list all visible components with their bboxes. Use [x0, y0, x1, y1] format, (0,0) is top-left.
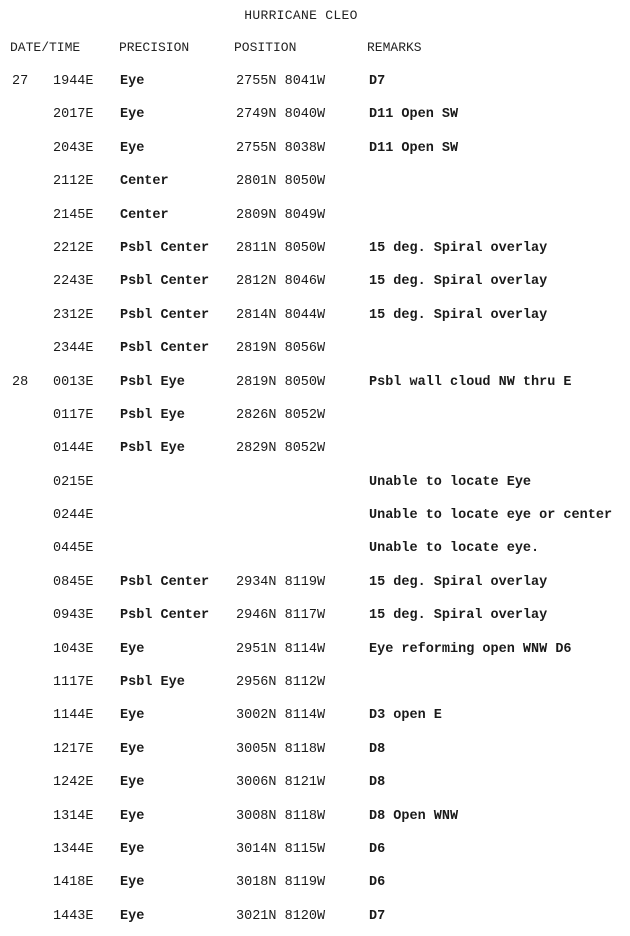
- table-row: [0, 435, 630, 468]
- table-row: [0, 369, 630, 402]
- cell-remarks: 15 deg. Spiral overlay: [369, 574, 548, 590]
- cell-time: 1443E: [53, 908, 94, 924]
- cell-remarks: Unable to locate Eye: [369, 474, 532, 490]
- cell-precision: Center: [120, 174, 169, 190]
- table-row: [0, 502, 630, 535]
- cell-precision: Psbl Eye: [120, 675, 185, 691]
- cell-remarks: D11 Open SW: [369, 140, 459, 156]
- cell-precision: Eye: [120, 107, 145, 123]
- cell-precision: Eye: [120, 841, 145, 857]
- table-row: [0, 335, 630, 368]
- cell-time: 1242E: [53, 775, 94, 791]
- table-row: [0, 769, 630, 802]
- cell-time: 0215E: [53, 474, 94, 490]
- cell-remarks: 15 deg. Spiral overlay: [369, 274, 548, 290]
- table-row: [0, 803, 630, 836]
- cell-position: 2819N 8056W: [236, 341, 326, 357]
- table-row: [0, 68, 630, 101]
- cell-precision: Psbl Center: [120, 307, 210, 323]
- table-row: [0, 168, 630, 201]
- cell-time: 2112E: [53, 174, 94, 190]
- cell-position: 2755N 8041W: [236, 74, 326, 89]
- cell-precision: Eye: [120, 741, 145, 757]
- observation-table: [0, 68, 630, 936]
- cell-date: 27: [12, 74, 29, 89]
- cell-time: 0445E: [53, 541, 94, 557]
- cell-time: 1944E: [53, 74, 94, 89]
- table-row: [0, 302, 630, 335]
- cell-position: 2956N 8112W: [236, 675, 326, 691]
- cell-precision: Eye: [120, 775, 145, 791]
- cell-time: 2212E: [53, 240, 94, 256]
- table-row: [0, 101, 630, 134]
- cell-precision: Eye: [120, 808, 145, 824]
- table-row: [0, 602, 630, 635]
- cell-precision: Psbl Eye: [120, 441, 185, 457]
- cell-position: 3014N 8115W: [236, 841, 326, 857]
- cell-time: 1344E: [53, 841, 94, 857]
- cell-time: 2312E: [53, 307, 94, 323]
- cell-time: 1117E: [53, 675, 94, 691]
- cell-precision: Eye: [120, 140, 145, 156]
- cell-remarks: Eye reforming open WNW D6: [369, 641, 572, 657]
- cell-time: 1217E: [53, 741, 94, 757]
- cell-time: 2243E: [53, 274, 94, 290]
- cell-remarks: D8: [369, 741, 386, 757]
- cell-time: 1314E: [53, 808, 94, 824]
- cell-precision: Psbl Eye: [120, 407, 185, 423]
- cell-position: 3006N 8121W: [236, 775, 326, 791]
- cell-position: 2826N 8052W: [236, 407, 326, 423]
- table-row: [0, 235, 630, 268]
- cell-precision: Center: [120, 207, 169, 223]
- table-row: [0, 268, 630, 301]
- cell-precision: Psbl Center: [120, 240, 210, 256]
- table-row: [0, 836, 630, 869]
- cell-position: 2812N 8046W: [236, 274, 326, 290]
- cell-time: 2043E: [53, 140, 94, 156]
- cell-time: 0013E: [53, 374, 94, 390]
- cell-remarks: D3 open E: [369, 708, 442, 724]
- cell-time: 2344E: [53, 341, 94, 357]
- cell-precision: Eye: [120, 908, 145, 924]
- cell-remarks: D8 Open WNW: [369, 808, 459, 824]
- table-row: [0, 903, 630, 936]
- cell-precision: Psbl Center: [120, 341, 210, 357]
- cell-position: 2951N 8114W: [236, 641, 326, 657]
- cell-position: 2829N 8052W: [236, 441, 326, 457]
- cell-time: 1144E: [53, 708, 94, 724]
- cell-remarks: D7: [369, 74, 386, 89]
- cell-position: 3008N 8118W: [236, 808, 326, 824]
- cell-time: 2145E: [53, 207, 94, 223]
- header-remarks: REMARKS: [367, 40, 422, 55]
- cell-position: 2801N 8050W: [236, 174, 326, 190]
- header-precision: PRECISION: [119, 40, 190, 55]
- cell-precision: Psbl Eye: [120, 374, 185, 390]
- table-row: [0, 202, 630, 235]
- cell-time: 0117E: [53, 407, 94, 423]
- cell-time: 1418E: [53, 875, 94, 891]
- cell-position: 2755N 8038W: [236, 140, 326, 156]
- cell-remarks: 15 deg. Spiral overlay: [369, 608, 548, 624]
- cell-position: 3021N 8120W: [236, 908, 326, 924]
- cell-position: 3002N 8114W: [236, 708, 326, 724]
- cell-remarks: D6: [369, 875, 386, 891]
- cell-time: 0845E: [53, 574, 94, 590]
- cell-precision: Eye: [120, 74, 145, 89]
- table-header: [0, 40, 630, 58]
- cell-remarks: D7: [369, 908, 386, 924]
- cell-remarks: D11 Open SW: [369, 107, 459, 123]
- table-row: [0, 702, 630, 735]
- cell-position: 2814N 8044W: [236, 307, 326, 323]
- cell-position: 3005N 8118W: [236, 741, 326, 757]
- cell-precision: Eye: [120, 875, 145, 891]
- cell-position: 3018N 8119W: [236, 875, 326, 891]
- table-row: [0, 135, 630, 168]
- cell-position: 2811N 8050W: [236, 240, 326, 256]
- cell-precision: Psbl Center: [120, 608, 210, 624]
- cell-position: 2946N 8117W: [236, 608, 326, 624]
- cell-remarks: Psbl wall cloud NW thru E: [369, 374, 572, 390]
- cell-time: 0144E: [53, 441, 94, 457]
- cell-time: 0244E: [53, 508, 94, 524]
- cell-remarks: D6: [369, 841, 386, 857]
- cell-precision: Psbl Center: [120, 274, 210, 290]
- cell-remarks: 15 deg. Spiral overlay: [369, 240, 548, 256]
- cell-date: 28: [12, 374, 29, 390]
- cell-position: 2934N 8119W: [236, 574, 326, 590]
- cell-time: 0943E: [53, 608, 94, 624]
- table-row: [0, 669, 630, 702]
- cell-time: 2017E: [53, 107, 94, 123]
- table-row: [0, 636, 630, 669]
- table-row: [0, 535, 630, 568]
- cell-remarks: Unable to locate eye.: [369, 541, 540, 557]
- cell-precision: Eye: [120, 641, 145, 657]
- header-date-time: DATE/TIME: [10, 40, 81, 55]
- cell-precision: Eye: [120, 708, 145, 724]
- cell-position: 2819N 8050W: [236, 374, 326, 390]
- cell-time: 1043E: [53, 641, 94, 657]
- cell-remarks: 15 deg. Spiral overlay: [369, 307, 548, 323]
- table-row: [0, 869, 630, 902]
- table-row: [0, 469, 630, 502]
- table-row: [0, 402, 630, 435]
- cell-remarks: D8: [369, 775, 386, 791]
- header-position: POSITION: [234, 40, 297, 55]
- document-title: HURRICANE CLEO: [244, 8, 358, 23]
- cell-position: 2809N 8049W: [236, 207, 326, 223]
- table-row: [0, 569, 630, 602]
- cell-remarks: Unable to locate eye or center: [369, 508, 613, 524]
- cell-precision: Psbl Center: [120, 574, 210, 590]
- cell-position: 2749N 8040W: [236, 107, 326, 123]
- table-row: [0, 736, 630, 769]
